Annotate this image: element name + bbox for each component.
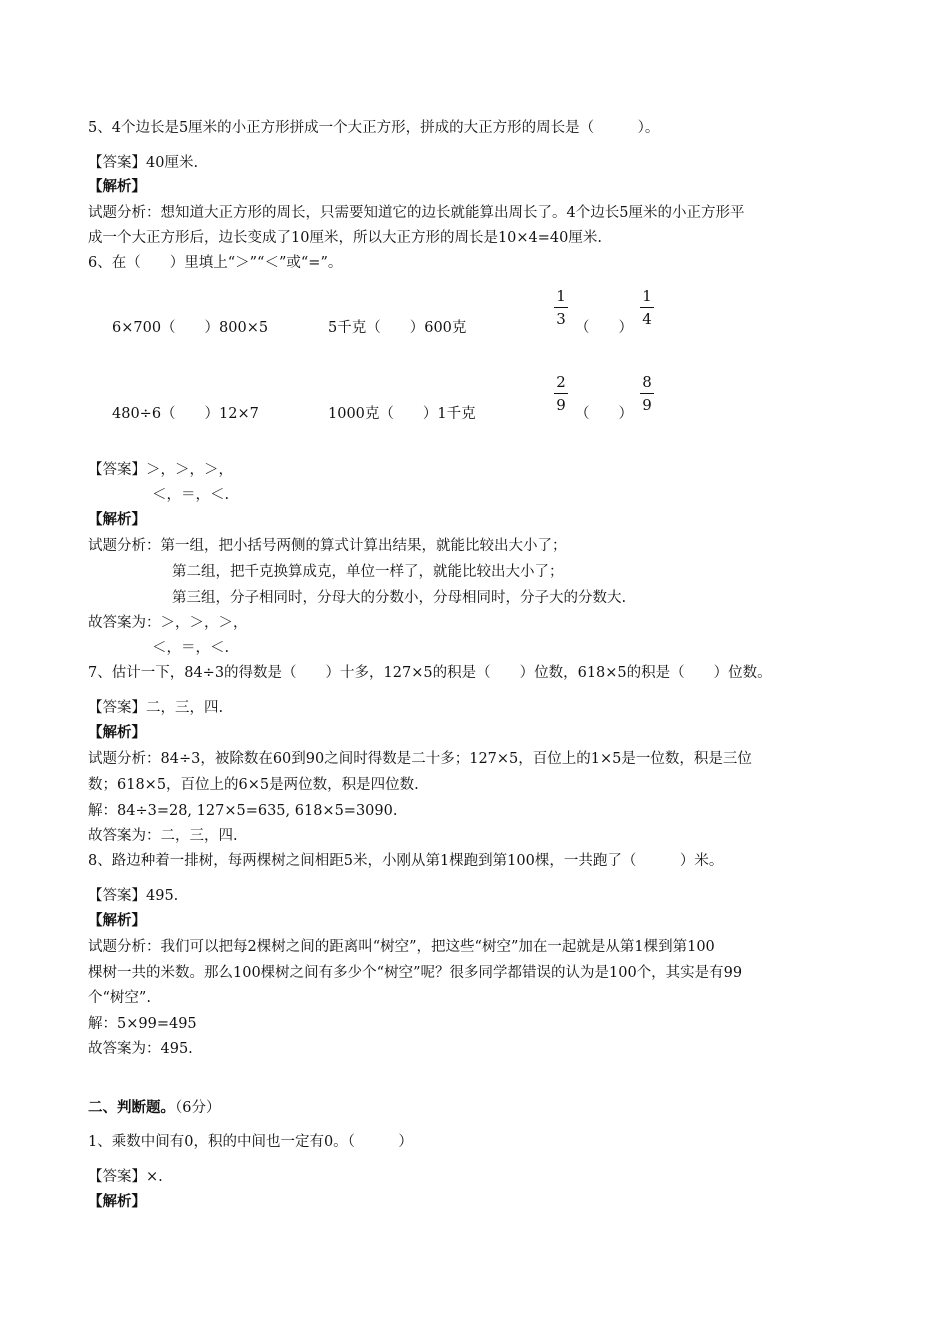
fraction-bar bbox=[640, 307, 654, 308]
q6-row2-expr-a: 480÷6（ ）12×7 bbox=[112, 406, 259, 422]
fraction-numerator: 1 bbox=[642, 287, 652, 305]
section2-answer: 【答案】×. bbox=[88, 1169, 163, 1185]
q6-row2-fraction-right bbox=[640, 374, 654, 413]
q6-row2-expr-b: 1000克（ ）1千克 bbox=[328, 406, 476, 422]
q6-row1-paren: （ ） bbox=[575, 320, 633, 336]
fraction-denominator: 9 bbox=[556, 396, 566, 414]
q7-solution: 解：84÷3=28, 127×5=635, 618×5=3090. bbox=[88, 803, 398, 819]
q8-analysis-label: 【解析】 bbox=[88, 912, 146, 929]
q6-row2-fraction-left bbox=[554, 374, 568, 413]
fraction-bar bbox=[554, 393, 568, 394]
q6-row1-expr-a: 6×700（ ）800×5 bbox=[112, 320, 269, 336]
fraction-bar bbox=[640, 393, 654, 394]
fraction-denominator: 3 bbox=[556, 310, 566, 328]
section2-analysis-label: 【解析】 bbox=[88, 1193, 146, 1210]
section2-heading-line bbox=[88, 1098, 220, 1118]
q6-answer-line-1: 【答案】＞，＞，＞， bbox=[88, 462, 233, 478]
q5-analysis-label: 【解析】 bbox=[88, 178, 146, 195]
q5-question: 5、4个边长是5厘米的小正方形拼成一个大正方形，拼成的大正方形的周长是（ ）。 bbox=[88, 120, 660, 136]
q6-row1-fraction-left bbox=[554, 288, 568, 327]
q6-analysis-line-3: 第三组，分子相同时，分母大的分数小，分母相同时，分子大的分数大. bbox=[172, 590, 627, 606]
fraction-numerator: 8 bbox=[642, 373, 652, 391]
q6-conclusion-line-2: ＜，＝，＜. bbox=[152, 640, 230, 656]
q7-analysis-line-1: 试题分析：84÷3，被除数在60到90之间时得数是二十多；127×5，百位上的1×5是一位数，积是三位 bbox=[88, 751, 752, 767]
q6-conclusion-line-1: 故答案为：＞，＞，＞， bbox=[88, 615, 248, 631]
q8-answer: 【答案】495. bbox=[88, 888, 179, 904]
q5-analysis-line-1: 试题分析：想知道大正方形的周长，只需要知道它的边长就能算出周长了。4个边长5厘米的小正方形平 bbox=[88, 205, 745, 221]
q6-row2-paren: （ ） bbox=[575, 406, 633, 422]
q7-conclusion: 故答案为：二，三，四. bbox=[88, 828, 238, 844]
q8-conclusion: 故答案为：495. bbox=[88, 1041, 193, 1057]
q7-question: 7、估计一下，84÷3的得数是（ ）十多，127×5的积是（ ）位数，618×5的积是（ ）位数。 bbox=[88, 665, 772, 681]
q8-analysis-line-3: 个“树空”. bbox=[88, 990, 151, 1006]
q8-analysis-line-1: 试题分析：我们可以把每2棵树之间的距离叫“树空”，把这些“树空”加在一起就是从第1棵到第100 bbox=[88, 939, 715, 955]
q8-solution: 解：5×99=495 bbox=[88, 1016, 197, 1032]
q6-analysis-line-2: 第二组，把千克换算成克，单位一样了，就能比较出大小了； bbox=[172, 564, 564, 580]
q6-question: 6、在（ ）里填上“＞”“＜”或“=”。 bbox=[88, 255, 343, 271]
q6-row1-fraction-right bbox=[640, 288, 654, 327]
section2-heading: 二、判断题。 bbox=[88, 1099, 175, 1116]
q7-answer: 【答案】二，三，四. bbox=[88, 700, 224, 716]
q7-analysis-line-2: 数；618×5，百位上的6×5是两位数，积是四位数. bbox=[88, 777, 419, 793]
q8-question: 8、路边种着一排树，每两棵树之间相距5米，小刚从第1棵跑到第100棵，一共跑了（ ）米。 bbox=[88, 853, 724, 869]
q8-analysis-line-2: 棵树一共的米数。那么100棵树之间有多少个“树空”呢？很多同学都错误的认为是100个，其实是有99 bbox=[88, 965, 743, 981]
fraction-denominator: 4 bbox=[642, 310, 652, 328]
q7-analysis-label: 【解析】 bbox=[88, 724, 146, 741]
fraction-numerator: 2 bbox=[556, 373, 566, 391]
q6-row1-expr-b: 5千克（ ）600克 bbox=[328, 320, 467, 336]
section2-q1: 1、乘数中间有0，积的中间也一定有0。（ ） bbox=[88, 1134, 413, 1150]
q6-answer-line-2: ＜，＝，＜. bbox=[152, 487, 230, 503]
q6-analysis-label: 【解析】 bbox=[88, 511, 146, 528]
q5-analysis-line-2: 成一个大正方形后，边长变成了10厘米，所以大正方形的周长是10×4=40厘米. bbox=[88, 230, 602, 246]
section2-score: （6分） bbox=[175, 1100, 221, 1116]
fraction-bar bbox=[554, 307, 568, 308]
fraction-denominator: 9 bbox=[642, 396, 652, 414]
fraction-numerator: 1 bbox=[556, 287, 566, 305]
q6-analysis-line-1: 试题分析：第一组，把小括号两侧的算式计算出结果，就能比较出大小了； bbox=[88, 538, 567, 554]
q5-answer: 【答案】40厘米. bbox=[88, 155, 199, 171]
